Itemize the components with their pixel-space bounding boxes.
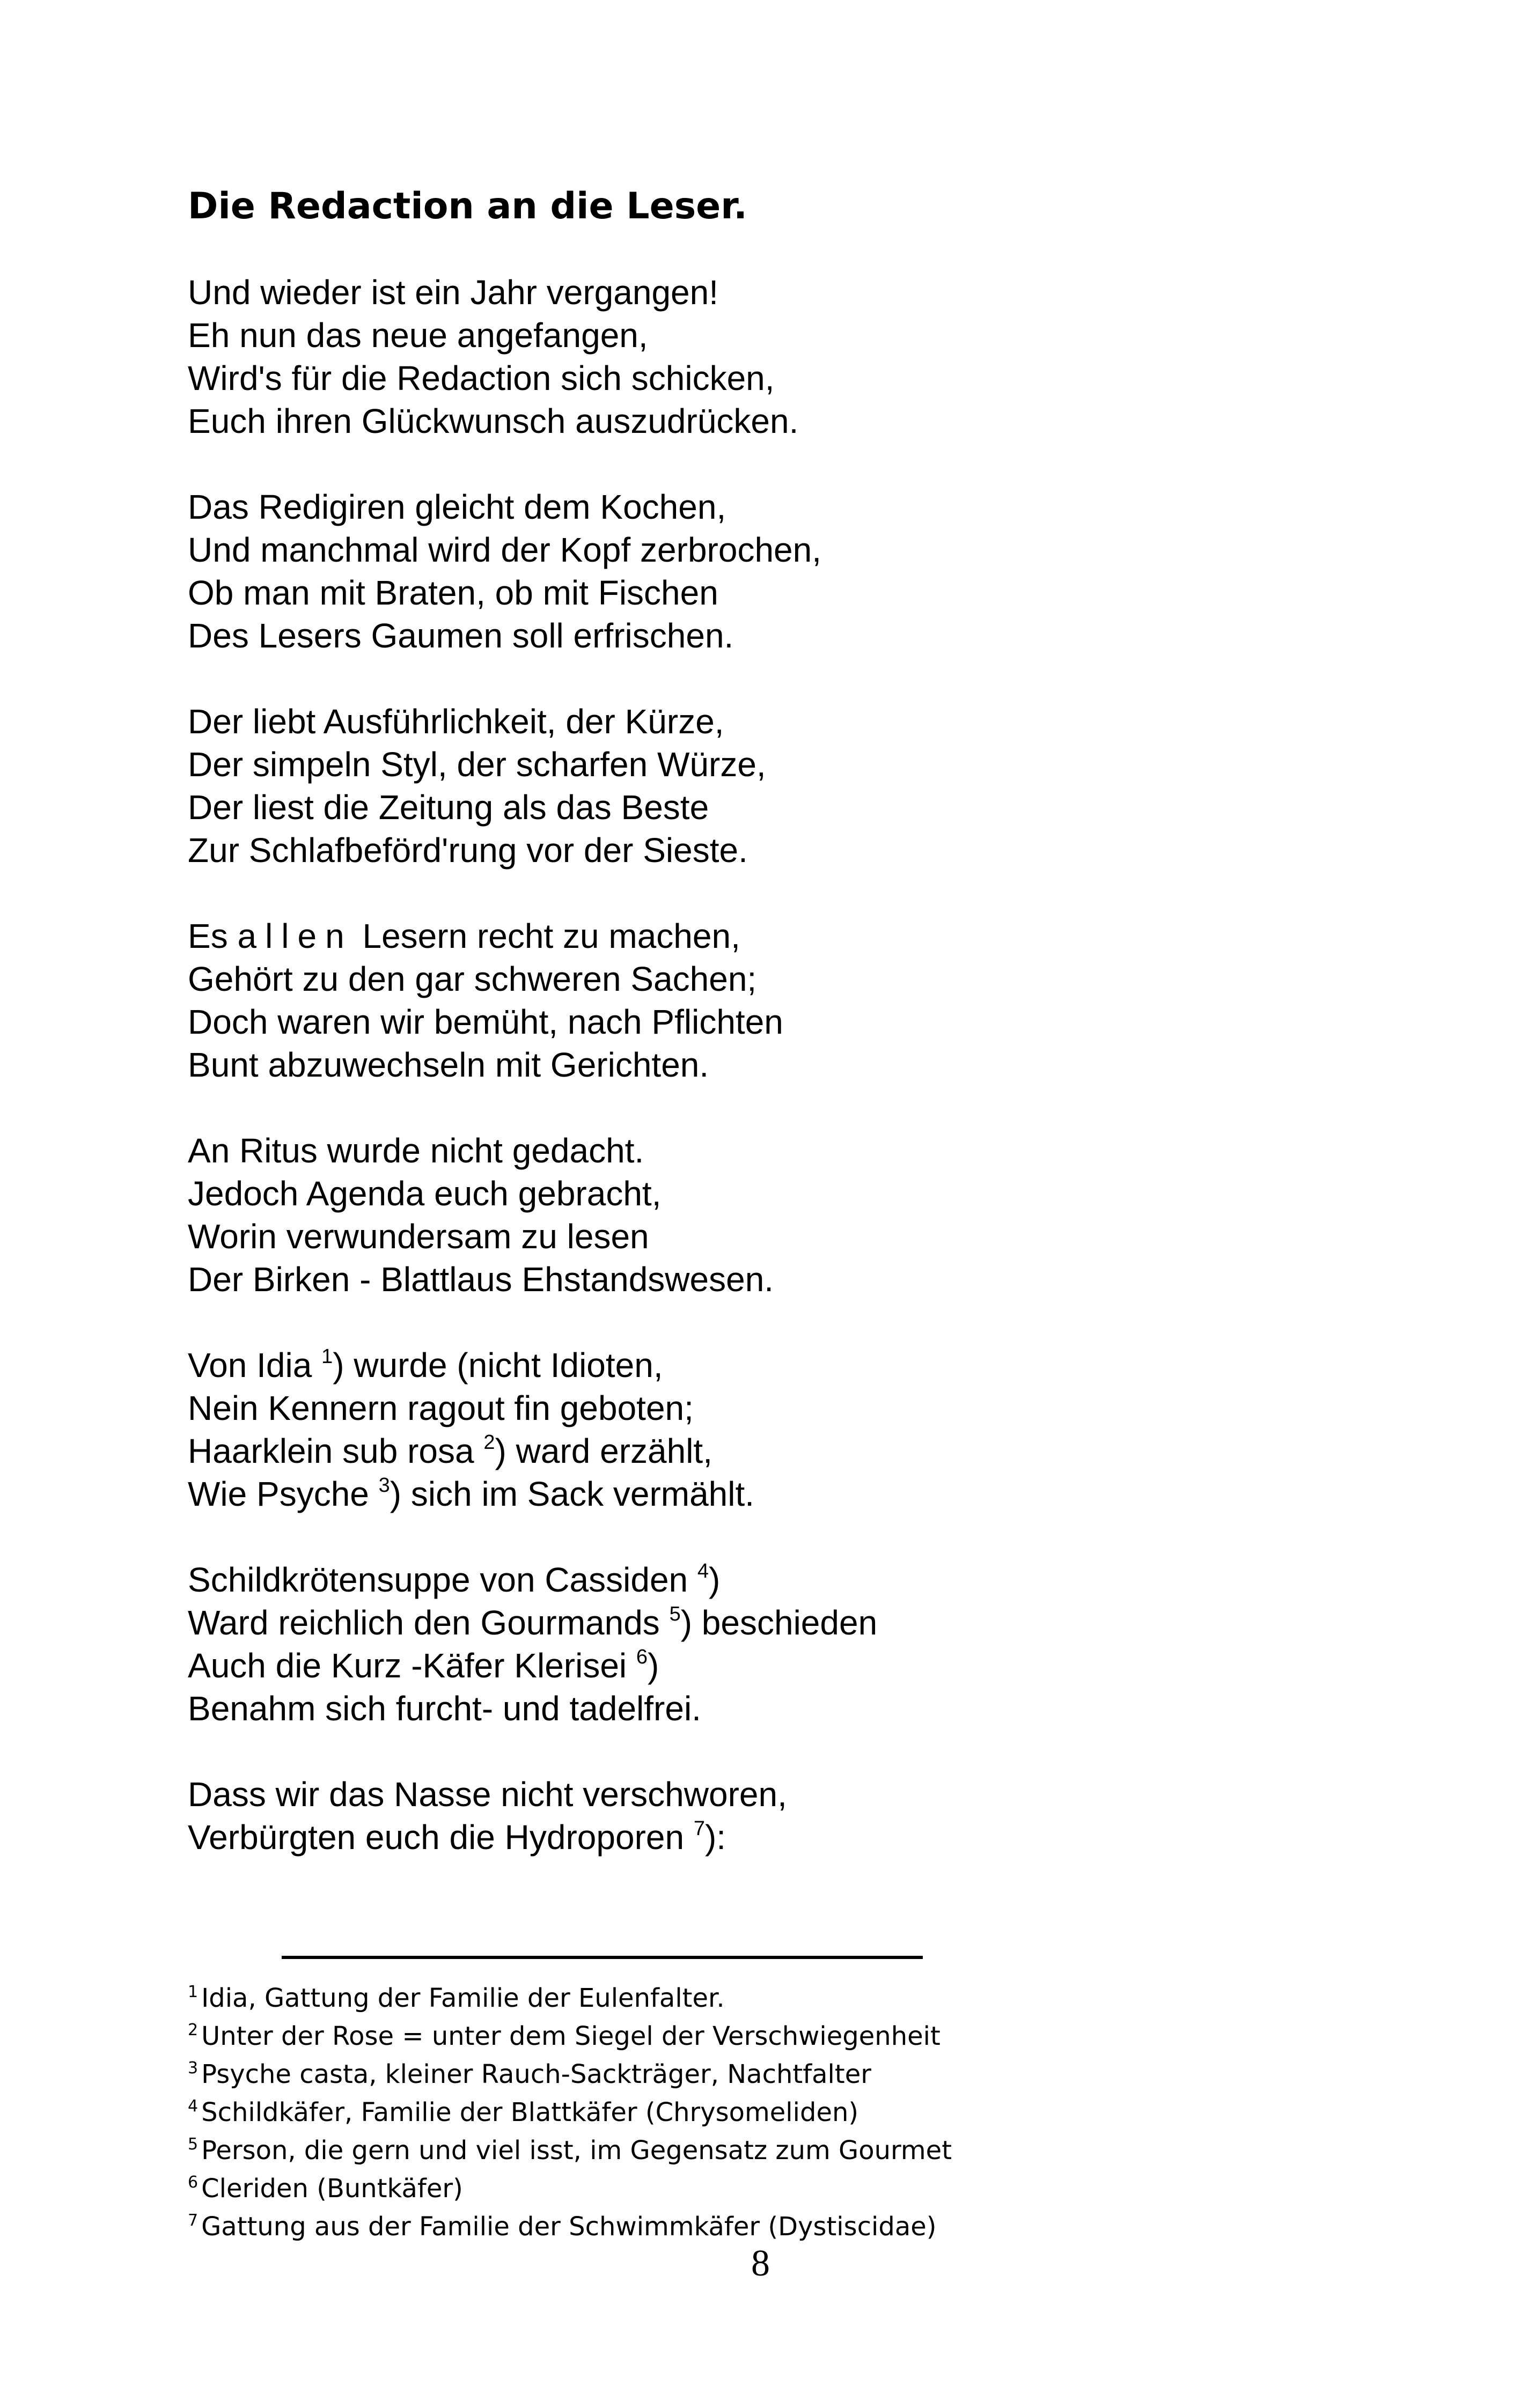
line-text: ): <box>704 1818 726 1857</box>
poem-line: Jedoch Agenda euch gebracht, <box>188 1174 662 1213</box>
footnote-ref: 6 <box>636 1646 648 1668</box>
poem <box>188 271 877 1859</box>
footnote-divider <box>282 1956 923 1959</box>
poem-line: Euch ihren Glückwunsch auszudrücken. <box>188 402 799 440</box>
line-text: ) beschieden <box>680 1603 878 1642</box>
footnote-number: 1 <box>188 1983 199 2001</box>
footnote-ref: 4 <box>697 1560 709 1582</box>
stanza-2 <box>188 485 877 657</box>
line-text: Wie Psyche <box>188 1475 379 1513</box>
footnote-ref: 7 <box>693 1817 705 1840</box>
poem-line <box>188 1430 877 1472</box>
poem-line <box>188 1558 877 1601</box>
line-text: Verbürgten euch die Hydroporen <box>188 1818 694 1857</box>
footnote-text: Cleriden (Buntkäfer) <box>201 2174 463 2204</box>
poem-line: Und manchmal wird der Kopf zerbrochen, <box>188 531 821 569</box>
footnote-number: 5 <box>188 2135 199 2154</box>
poem-line: Gehört zu den gar schweren Sachen; <box>188 960 757 998</box>
stanza-6 <box>188 1344 877 1515</box>
footnote-text: Unter der Rose = unter dem Siegel der Verschwiegenheit <box>201 2021 940 2051</box>
line-text: Schildkrötensuppe von Cassiden <box>188 1560 697 1599</box>
footnote-5 <box>188 2132 952 2170</box>
poem-line: Und wieder ist ein Jahr vergangen! <box>188 273 718 312</box>
poem-line: Zur Schlafbeförd'rung vor der Sieste. <box>188 831 748 870</box>
footnote-2 <box>188 2017 952 2056</box>
footnote-number: 4 <box>188 2097 199 2116</box>
poem-line: Der liest die Zeitung als das Beste <box>188 788 709 827</box>
line-text: Ward reichlich den Gourmands <box>188 1603 670 1642</box>
line-text: Lesern recht zu machen, <box>352 917 740 955</box>
poem-line <box>188 1644 877 1687</box>
stanza-1 <box>188 271 877 443</box>
line-text: ) sich im Sack vermählt. <box>390 1475 755 1513</box>
footnote-text: Psyche casta, kleiner Rauch-Sackträger, Nachtfalter <box>201 2059 871 2089</box>
poem-line: Dass wir das Nasse nicht verschworen, <box>188 1775 787 1814</box>
poem-line: Bunt abzuwechseln mit Gerichten. <box>188 1045 709 1084</box>
line-text: ) ward erzählt, <box>495 1432 712 1470</box>
stanza-7 <box>188 1558 877 1730</box>
line-text: ) wurde (nicht Idioten, <box>333 1346 663 1385</box>
poem-line <box>188 1344 877 1387</box>
poem-line <box>188 1472 877 1515</box>
poem-line: Der liebt Ausführlichkeit, der Kürze, <box>188 702 724 741</box>
poem-line: Des Lesers Gaumen soll erfrischen. <box>188 616 734 655</box>
poem-line: Ob man mit Braten, ob mit Fischen <box>188 573 718 612</box>
footnote-text: Person, die gern und viel isst, im Gegensatz zum Gourmet <box>201 2135 952 2166</box>
poem-line: Wird's für die Redaction sich schicken, <box>188 359 775 397</box>
footnote-text: Idia, Gattung der Familie der Eulenfalter. <box>201 1983 725 2013</box>
spaced-word: allen <box>237 917 353 955</box>
poem-line: An Ritus wurde nicht gedacht. <box>188 1131 644 1170</box>
line-text: ) <box>709 1560 721 1599</box>
footnote-ref: 2 <box>483 1431 495 1454</box>
line-text: ) <box>648 1646 659 1685</box>
footnote-ref: 5 <box>669 1603 681 1625</box>
line-text: Von Idia <box>188 1346 322 1385</box>
page-title: Die Redaction an die Leser. <box>188 185 747 227</box>
stanza-3 <box>188 700 877 872</box>
footnote-number: 3 <box>188 2059 199 2078</box>
poem-line: Nein Kennern ragout fin geboten; <box>188 1389 694 1427</box>
line-text: Haarklein sub rosa <box>188 1432 484 1470</box>
poem-line: Worin verwundersam zu lesen <box>188 1217 649 1256</box>
footnote-ref: 3 <box>378 1474 390 1497</box>
stanza-8 <box>188 1773 877 1859</box>
footnote-number: 2 <box>188 2021 199 2039</box>
footnote-number: 6 <box>188 2173 199 2192</box>
footnote-text: Gattung aus der Familie der Schwimmkäfer (Dystiscidae) <box>201 2212 937 2242</box>
poem-line <box>188 1816 877 1859</box>
poem-line: Doch waren wir bemüht, nach Pflichten <box>188 1003 783 1041</box>
poem-line: Der simpeln Styl, der scharfen Würze, <box>188 745 766 784</box>
poem-line: Das Redigiren gleicht dem Kochen, <box>188 488 726 526</box>
line-text: Auch die Kurz -Käfer Klerisei <box>188 1646 636 1685</box>
footnote-1 <box>188 1979 952 2017</box>
page-number: 8 <box>751 2243 770 2284</box>
footnote-4 <box>188 2094 952 2132</box>
stanza-4 <box>188 915 877 1086</box>
footnote-6 <box>188 2170 952 2208</box>
footnote-3 <box>188 2056 952 2094</box>
footnotes <box>188 1979 952 2246</box>
stanza-5 <box>188 1129 877 1301</box>
footnote-ref: 1 <box>321 1345 333 1368</box>
footnote-7 <box>188 2208 952 2246</box>
poem-line: Eh nun das neue angefangen, <box>188 316 648 355</box>
footnote-text: Schildkäfer, Familie der Blattkäfer (Chrysomeliden) <box>201 2097 859 2127</box>
footnote-number: 7 <box>188 2211 199 2230</box>
poem-line: Der Birken - Blattlaus Ehstandswesen. <box>188 1260 774 1299</box>
line-text: Es <box>188 917 238 955</box>
poem-line <box>188 1601 877 1644</box>
poem-line <box>188 915 877 958</box>
poem-line: Benahm sich furcht- und tadelfrei. <box>188 1689 701 1728</box>
